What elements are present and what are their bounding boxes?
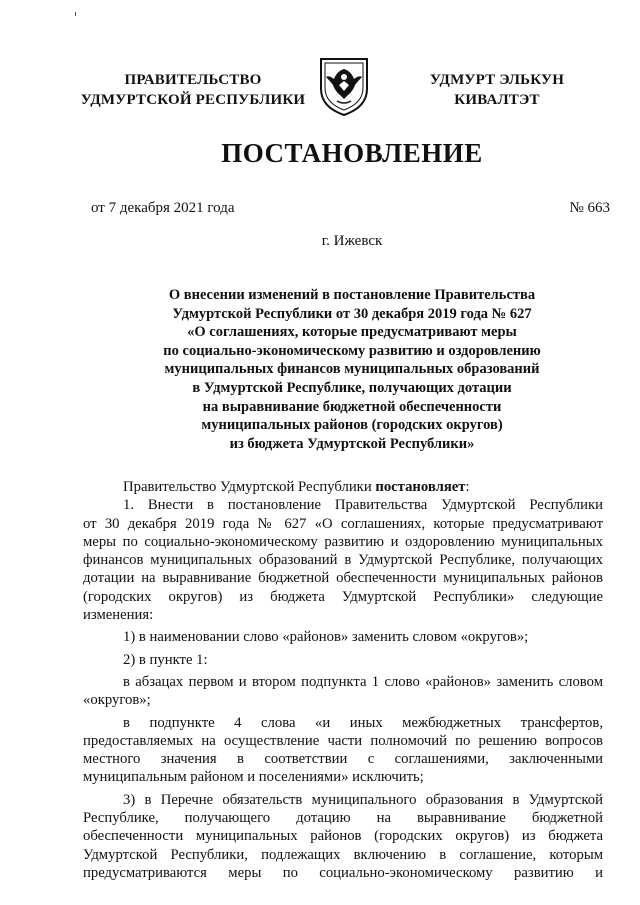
header-left-line: ПРАВИТЕЛЬСТВО [124,72,262,88]
coat-of-arms-icon [317,55,371,117]
paragraph-line: муниципальным районом и поселениями» исключить; [83,769,424,786]
paragraph-line: (городских округов) из бюджета Удмуртской Республики» следующие [83,588,603,605]
paragraph-line: дотации на выравнивание бюджетной обеспеченности муниципальных районов [83,570,603,587]
paragraph-line: 1) в наименовании слово «районов» заменить словом «округов»; [123,629,529,646]
paragraph-line: в подпункте 4 слова «и иных межбюджетных трансфертов, [123,714,603,731]
paragraph-line: предоставляемых на осуществление части полномочий по решению вопросов [83,732,603,749]
header-right-line: УДМУРТ ЭЛЬКУН [429,72,565,88]
title-line: на выравнивание бюджетной обеспеченности [202,398,502,415]
paragraph-line: Удмуртской Республики, подлежащих включению в соглашение, которым [83,846,603,863]
title-line: муниципальных районов (городских округов) [201,417,503,434]
header-left [74,70,312,110]
paragraph-line: Республике, получающего дотацию на выравнивание бюджетной [83,810,603,827]
title-line: по социально-экономическому развитию и оздоровлению [163,342,541,359]
header-right [412,70,582,110]
document-type: ПОСТАНОВЛЕНИЕ [221,138,483,168]
title-line: из бюджета Удмуртской Республики» [229,435,475,452]
intro-text: Правительство Удмуртской Республики [123,479,376,495]
paragraph-line: 3) в Перечне обязательств муниципального образования в Удмуртской [123,791,603,808]
scan-mark [75,12,76,16]
paragraph-line: «округов»; [83,692,151,709]
intro-colon: : [465,479,470,495]
paragraph-line: меры по социально-экономическому развитию и оздоровлению муниципальных [83,533,603,550]
paragraph-line: местного значения в соответствии с соглашениями, заключенными [83,751,603,768]
paragraph-line: 1. Внести в постановление Правительства Удмуртской Республики [123,497,603,514]
document-body [83,478,603,882]
header-right-line: КИВАЛТЭТ [454,92,540,108]
header-left-line: УДМУРТСКОЙ РЕСПУБЛИКИ [80,92,306,108]
title-line: Удмуртской Республики от 30 декабря 2019 года № 627 [172,305,532,322]
document-number: № 663 [569,200,610,216]
intro-paragraph [83,478,603,496]
intro-verb: постановляет [375,479,466,495]
title-line: «О соглашениях, которые предусматривают меры [187,324,517,341]
document-title [120,286,584,453]
paragraph-line: в абзацах первом и втором подпункта 1 слово «районов» заменить словом [123,673,603,690]
title-line: в Удмуртской Республике, получающих дотации [192,379,512,396]
paragraph-line: финансов муниципальных образований в Удмуртской Республике, получающих [83,552,603,569]
title-line: муниципальных финансов муниципальных образований [164,361,540,378]
paragraph-line: 2) в пункте 1: [123,651,208,668]
paragraph-line: изменения: [83,607,154,624]
title-line: О внесении изменений в постановление Правительства [168,287,536,303]
paragraph-line: от 30 декабря 2019 года № 627 «О соглашениях, которые предусматривают [83,515,603,532]
document-date: от 7 декабря 2021 года [91,200,235,216]
document-city: г. Ижевск [321,233,383,249]
paragraph-line: предусматриваются меры по социально-экономическому развитию и [83,864,603,881]
paragraph-line: обеспеченности муниципальных районов (городских округов) из бюджета [83,828,603,845]
